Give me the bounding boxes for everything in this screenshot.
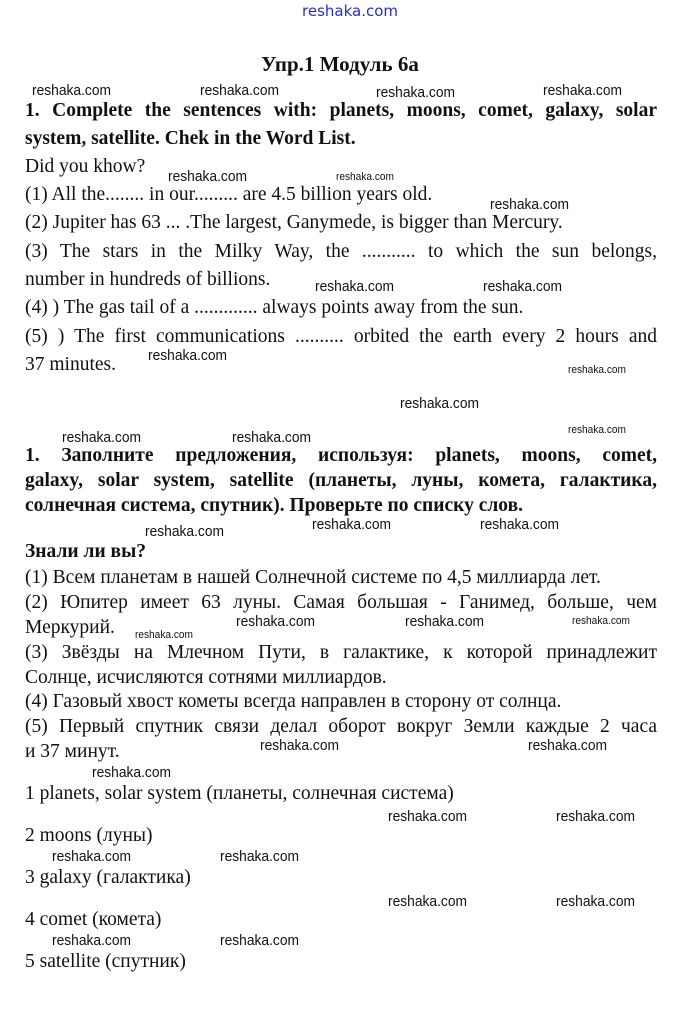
watermark: reshaka.com: [336, 171, 394, 183]
watermark: reshaka.com: [556, 893, 636, 910]
watermark: reshaka.com: [32, 82, 112, 99]
watermark: reshaka.com: [200, 82, 280, 99]
en-sentence: (4) ) The gas tail of a ............. always points away from the sun.: [25, 297, 524, 318]
watermark: reshaka.com: [145, 523, 225, 540]
watermark: reshaka.com: [52, 848, 132, 865]
en-sentence: 37 minutes.: [25, 354, 116, 375]
watermark: reshaka.com: [236, 613, 316, 630]
ru-intro: Знали ли вы?: [25, 541, 147, 562]
watermark: reshaka.com: [168, 168, 248, 185]
ru-sentence: и 37 минут.: [25, 741, 120, 762]
watermark: reshaka.com: [220, 932, 300, 949]
watermark: reshaka.com: [92, 764, 172, 781]
watermark: reshaka.com: [490, 196, 570, 213]
answer-item: 3 galaxy (галактика): [25, 867, 191, 888]
answer-item: 4 comet (комета): [25, 909, 162, 930]
page-title: Упр.1 Модуль 6а: [261, 52, 419, 76]
answer-item: 5 satellite (спутник): [25, 951, 186, 972]
ru-sentence: (4) Газовый хвост кометы всегда направлен в сторону от солнца.: [25, 691, 562, 712]
watermark: reshaka.com: [376, 84, 456, 101]
watermark: reshaka.com: [480, 516, 560, 533]
ru-heading-line: 1. Заполните предложения, используя: planets, moons, comet,: [25, 445, 657, 466]
ru-heading-line: galaxy, solar system, satellite (планеты, луны, комета, галактика,: [25, 470, 657, 491]
watermark: reshaka.com: [556, 808, 636, 825]
watermark: reshaka.com: [543, 82, 623, 99]
ru-sentence: (3) Звёзды на Млечном Пути, в галактике, к которой принадлежит: [25, 642, 657, 663]
watermark: reshaka.com: [315, 278, 395, 295]
en-sentence: (1) All the........ in our......... are 4.5 billion years old.: [25, 184, 433, 205]
watermark: reshaka.com: [148, 347, 228, 364]
watermark: reshaka.com: [568, 424, 626, 436]
ru-heading-line: солнечная система, спутник). Проверьте по списку слов.: [25, 495, 523, 516]
en-sentence: (2) Jupiter has 63 ... .The largest, Ganymede, is bigger than Mercury.: [25, 212, 563, 233]
watermark: reshaka.com: [528, 737, 608, 754]
watermark: reshaka.com: [483, 278, 563, 295]
watermark: reshaka.com: [568, 364, 626, 376]
en-sentence: (3) The stars in the Milky Way, the ........... to which the sun belongs,: [25, 241, 657, 262]
en-sentence: number in hundreds of billions.: [25, 269, 271, 290]
ru-sentence: Солнце, исчисляются сотнями миллиардов.: [25, 667, 387, 688]
answer-item: 2 moons (луны): [25, 825, 153, 846]
watermark: reshaka.com: [135, 629, 193, 641]
ru-sentence: (1) Всем планетам в нашей Солнечной системе по 4,5 миллиарда лет.: [25, 567, 601, 588]
watermark: reshaka.com: [220, 848, 300, 865]
watermark: reshaka.com: [400, 395, 480, 412]
watermark: reshaka.com: [312, 516, 392, 533]
ru-sentence: (5) Первый спутник связи делал оборот вокруг Земли каждые 2 часа: [25, 716, 657, 737]
watermark: reshaka.com: [260, 737, 340, 754]
watermark: reshaka.com: [62, 429, 142, 446]
watermark: reshaka.com: [572, 615, 630, 627]
answer-item: 1 planets, solar system (планеты, солнечная система): [25, 783, 454, 804]
watermark: reshaka.com: [52, 932, 132, 949]
watermark: reshaka.com: [388, 893, 468, 910]
ru-sentence: Меркурий.: [25, 617, 115, 638]
en-heading-line: system, satellite. Chek in the Word List.: [25, 128, 356, 149]
en-heading-line: 1. Complete the sentences with: planets, moons, comet, galaxy, solar: [25, 100, 657, 121]
watermark: reshaka.com: [388, 808, 468, 825]
en-sentence: (5) ) The first communications .......... orbited the earth every 2 hours and: [25, 326, 657, 347]
site-logo[interactable]: reshaka.com: [302, 2, 398, 20]
en-intro: Did you khow?: [25, 156, 146, 177]
watermark: reshaka.com: [232, 429, 312, 446]
watermark: reshaka.com: [405, 613, 485, 630]
ru-sentence: (2) Юпитер имеет 63 луны. Самая большая - Ганимед, больше, чем: [25, 592, 657, 613]
